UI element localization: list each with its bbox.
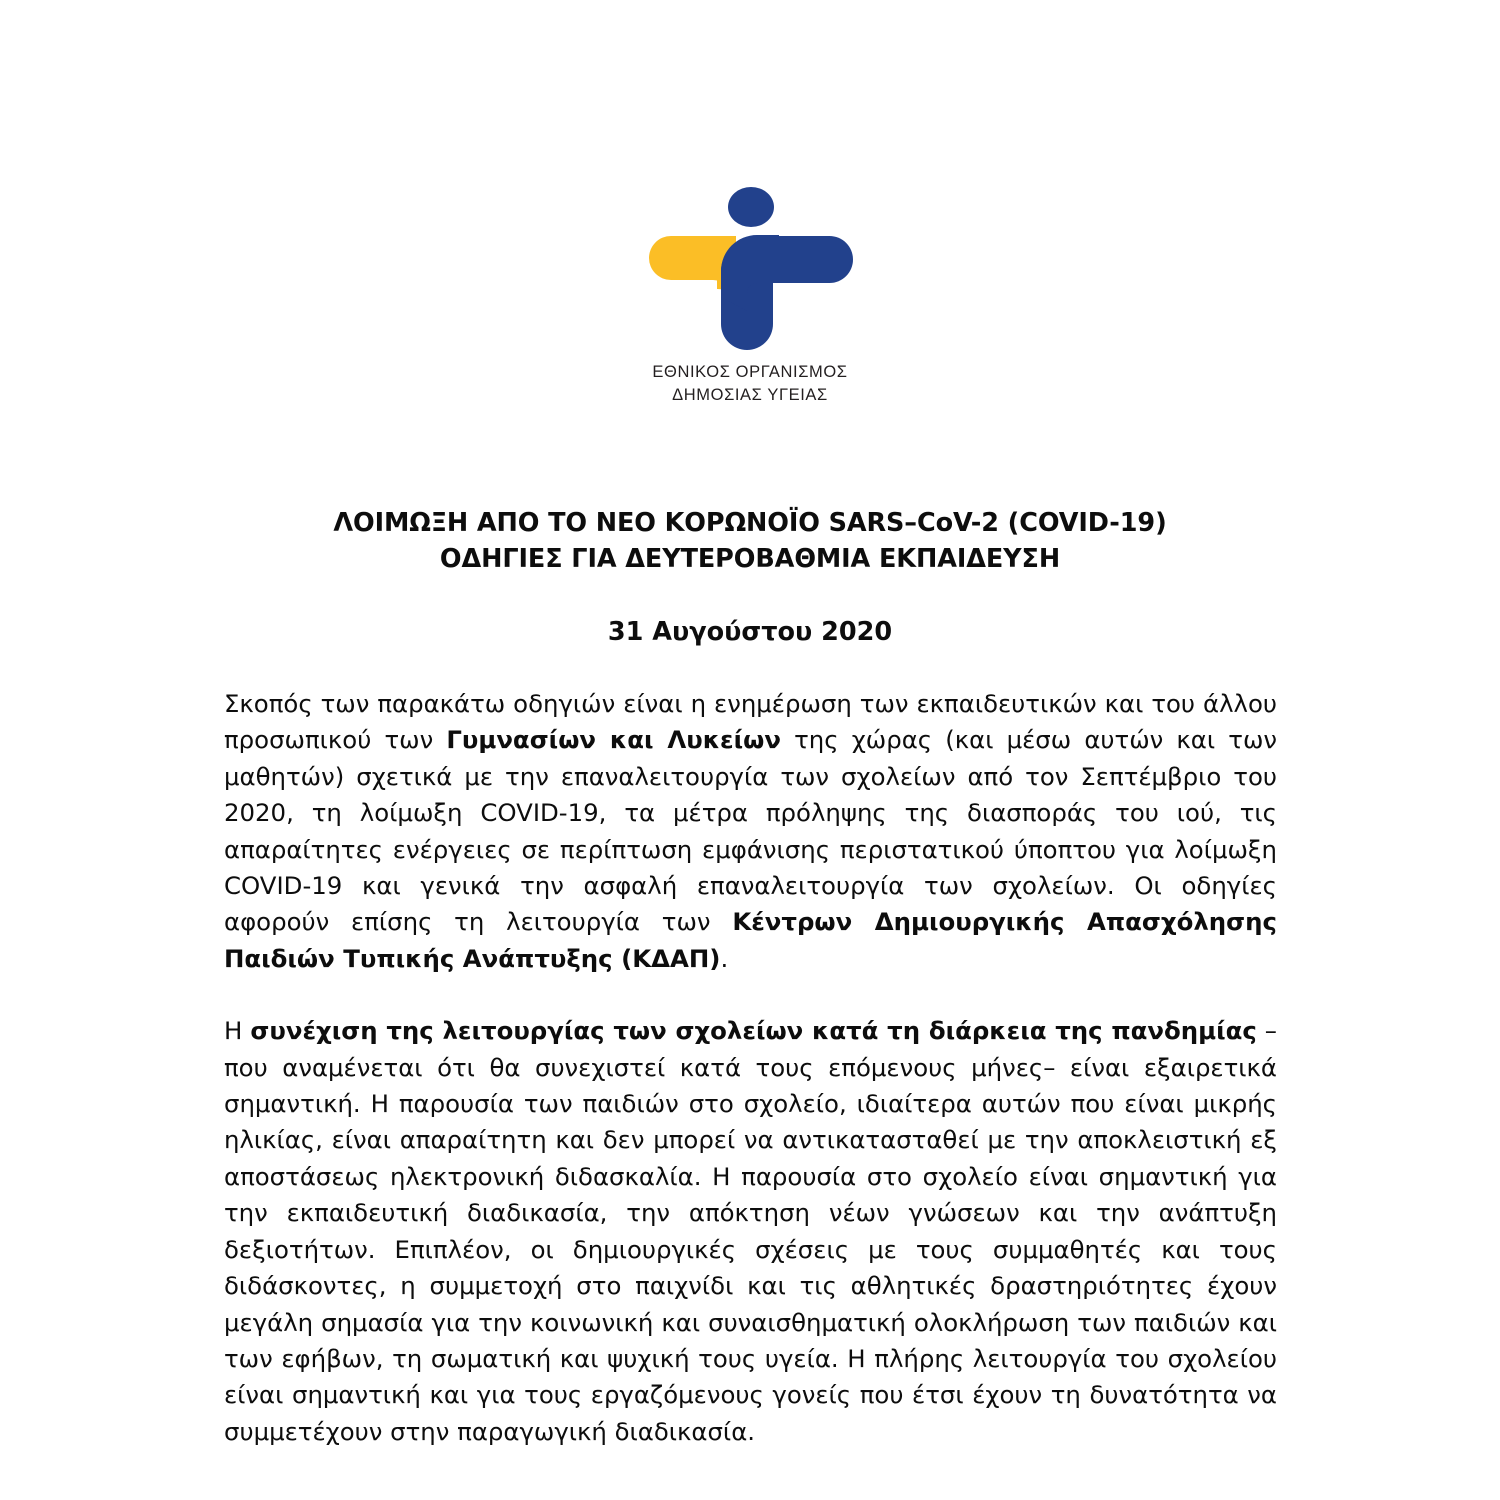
page-title-line-2: ΟΔΗΓΙΕΣ ΓΙΑ ΔΕΥΤΕΡΟΒΑΘΜΙΑ ΕΚΠΑΙΔΕΥΣΗ [439,544,1061,575]
logo-caption-line-2: ΔΗΜΟΣΙΑΣ ΥΓΕΙΑΣ [672,386,828,405]
body-paragraph-2 [224,1013,1277,1450]
paragraph-1-run-3: της χώρας (και μέσω αυτών και των μαθητών) σχετικά με την επαναλειτουργία των σχολείων από τον Σεπτέμβριο του 2020, τη λοίμωξη COVID-19, τα μέτρα πρόληψης της διασποράς του ιού, τις απαραίτητες ενέργειες σε περίπτωση εμφάνισης περιστατικού ύποπτου για λοίμωξη COVID-19 και γενικά την ασφαλή επαναλειτουργία των σχολείων. Οι οδηγίες αφορούν επίσης τη λειτουργία των [224,725,1277,937]
logo-head-icon [728,187,774,227]
logo-caption-line-1: ΕΘΝΙΚΟΣ ΟΡΓΑΝΙΣΜΟΣ [652,363,848,381]
paragraph-1-bold-kdap: Κέντρων Δημιουργικής Απασχόλησης Παιδιών Τυπικής Ανάπτυξης (ΚΔΑΠ) [224,907,1277,973]
paragraph-2-bold-synechisi: συνέχιση της λειτουργίας των σχολείων κατά τη διάρκεια της πανδημίας [250,1016,1257,1046]
document-body [224,686,1277,1450]
paragraph-1-run-5: . [720,943,729,973]
page-title [212,505,1288,577]
document-date [212,614,1288,650]
paragraph-1-run-1: Σκοπός των παρακάτω οδηγιών είναι η ενημέρωση των εκπαιδευτικών και του άλλου προσωπικού των [224,689,1277,755]
logo-block [0,185,1500,408]
paragraph-1-bold-gymnasia-lykeia: Γυμνασίων και Λυκείων [446,725,781,755]
document-date-text: 31 Αυγούστου 2020 [607,617,893,647]
logo-caption [652,361,847,408]
paragraph-2-run-1: Η [224,1016,251,1046]
body-paragraph-1 [224,686,1277,977]
page-title-line-1: ΛΟΙΜΩΞΗ ΑΠΟ ΤΟ ΝΕΟ ΚΟΡΩΝΟΪΟ SARS–CoV-2 (COVID-19) [333,508,1167,538]
paragraph-2-run-3: –που αναμένεται ότι θα συνεχιστεί κατά τους επόμενους μήνες– είναι εξαιρετικά σημαντική. Η παρουσία των παιδιών στο σχολείο, ιδιαίτερα αυτών που είναι μικρής ηλικίας, είναι απαραίτητη και δεν μπορεί να αντικατασταθεί με την αποκλειστική εξ αποστάσεως ηλεκτρονική διδασκαλία. Η παρουσία στο σχολείο είναι σημαντική για την εκπαιδευτική διαδικασία, την απόκτηση νέων γνώσεων και την ανάπτυξη δεξιοτήτων. Επιπλέον, οι δημιουργικές σχέσεις με τους συμμαθητές και τους διδάσκοντες, η συμμετοχή στο παιχνίδι και τις αθλητικές δραστηριότητες έχουν μεγάλη σημασία για την κοινωνική και συναισθηματική ολοκλήρωση των παιδιών και των εφήβων, τη σωματική και ψυχική τους υγεία. Η πλήρης λειτουργία του σχολείου είναι σημαντική και για τους εργαζόμενους γονείς που έτσι έχουν τη δυνατότητα να συμμετέχουν στην παραγωγική διαδικασία. [224,1016,1277,1446]
eody-logo-icon [635,185,865,350]
